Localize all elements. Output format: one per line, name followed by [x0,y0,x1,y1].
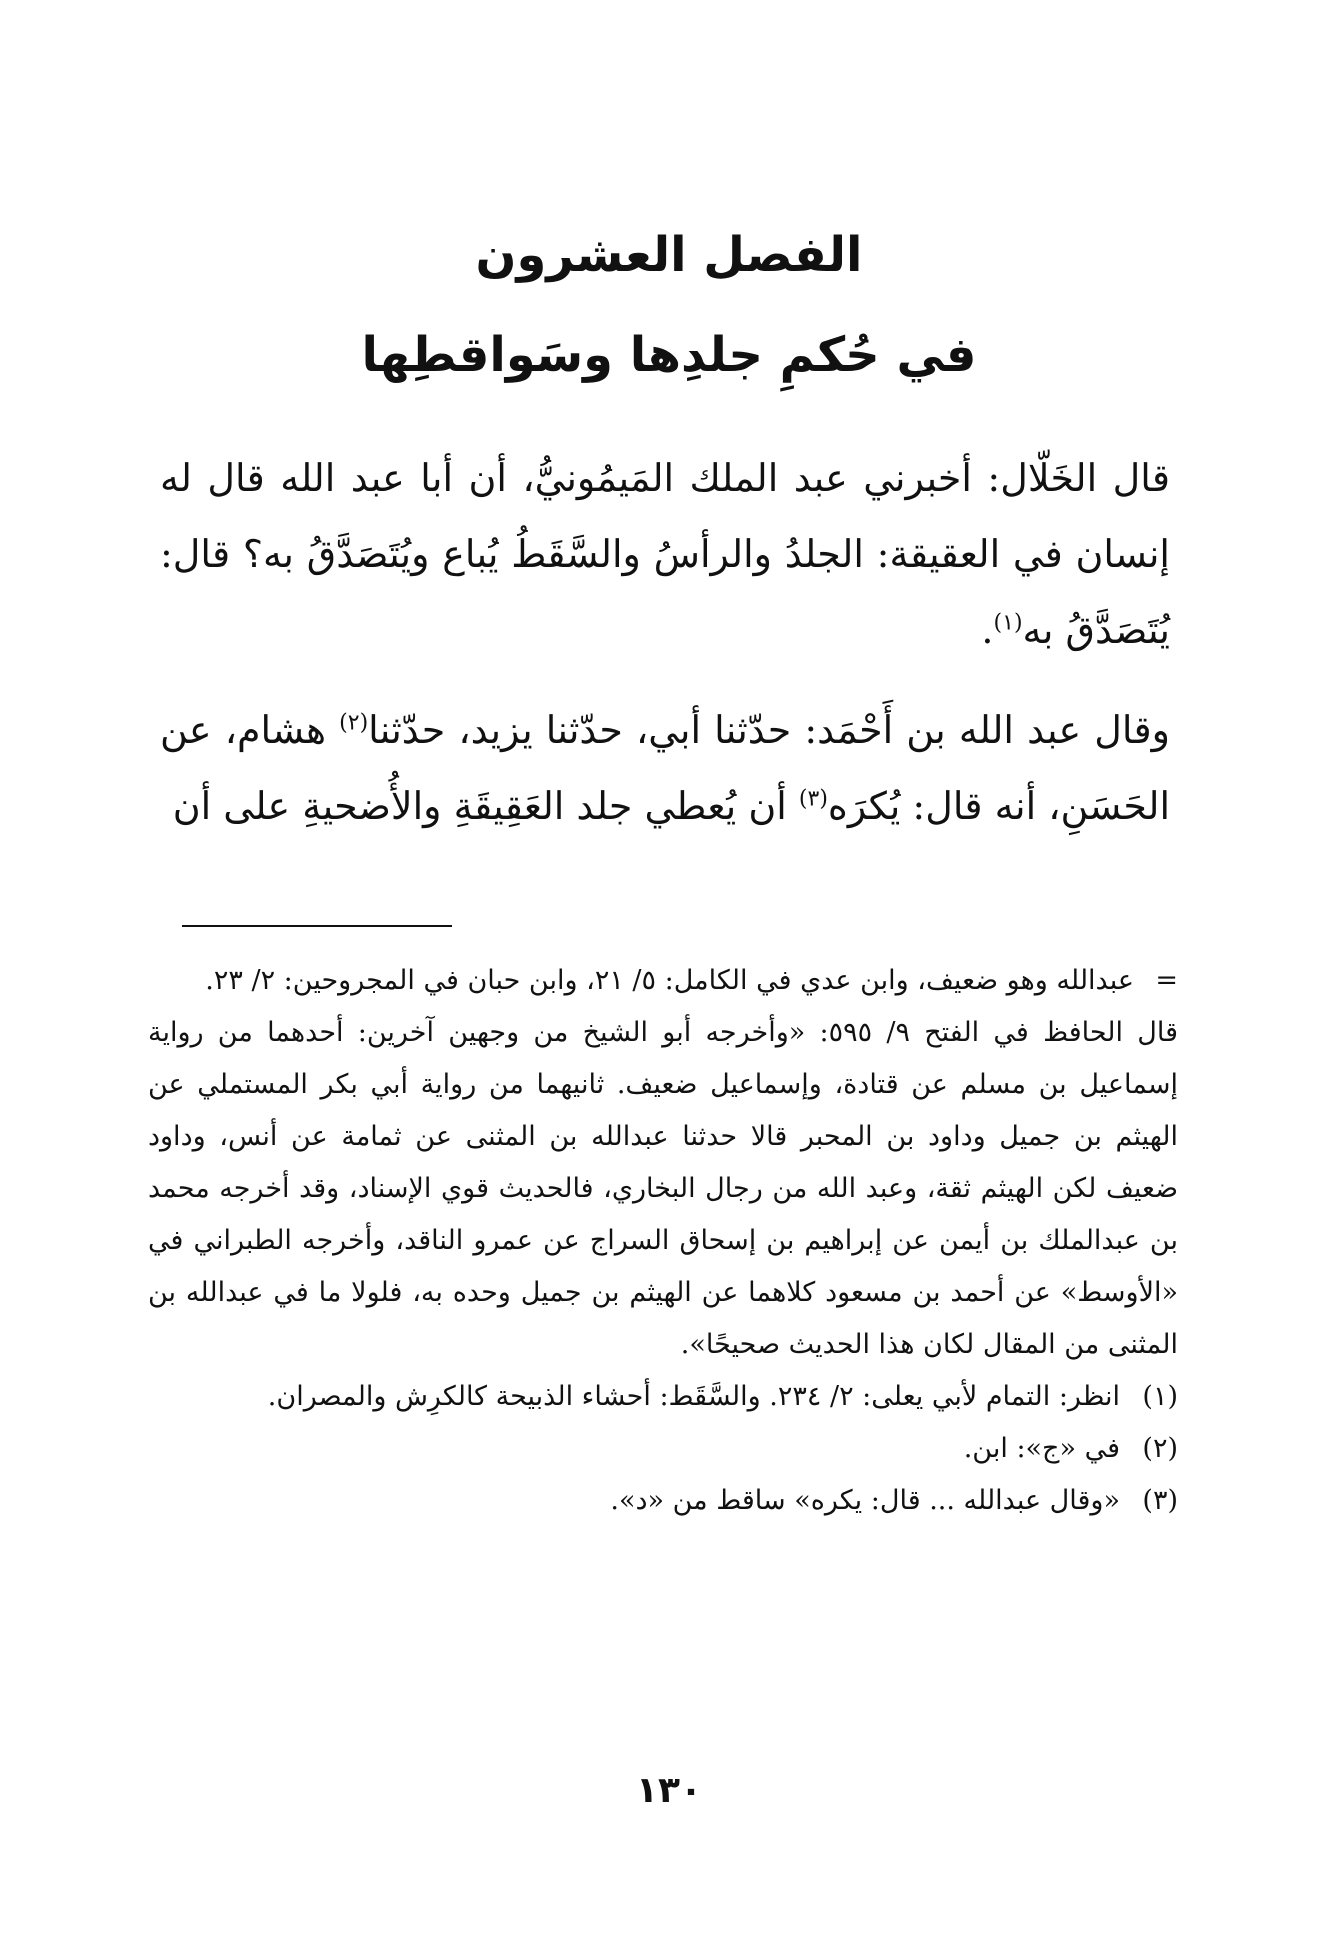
chapter-heading [0,205,1338,405]
footnote-number: (٣) [1142,1485,1178,1516]
footnote-text: انظر: التمام لأبي يعلى: ٢/ ٢٣٤. والسَّقَط: أحشاء الذبيحة كالكرِش والمصران. [267,1381,1120,1412]
footnote-ref-3[interactable]: (٣) [798,786,828,812]
footnote-number: (١) [1142,1381,1178,1412]
page-number: ١٣٠ [636,1770,702,1811]
paragraph-khallal-text: قال الخَلّال: أخبرني عبد الملك المَيمُونيُّ، أن أبا عبد الله قال له إنسان في العقيقة: الجلدُ والرأسُ والسَّقَطُ يُباع ويُتَصَدَّقُ به؟ قال: يُتَصَدَّقُ به [160,456,1170,652]
paragraph-khallal-end: . [981,608,994,652]
main-text [160,440,1170,868]
paragraph-abdullah-part2: هشام، عن الحَسَنِ، أنه قال: يُكرَه [160,708,1170,828]
footnote-continuation [148,955,1178,1007]
footnote-3 [148,1475,1178,1527]
footnote-2 [148,1423,1178,1475]
footnote-text: «وقال عبدالله ... قال: يكره» ساقط من «د». [610,1485,1120,1516]
footnotes-section [148,955,1178,1527]
continuation-text: عبدالله وهو ضعيف، وابن عدي في الكامل: ٥/ ٢١، وابن حبان في المجروحين: ٢/ ٢٣. [205,965,1134,996]
continuation-mark: = [1155,965,1178,996]
chapter-title: الفصل العشرون [475,227,863,283]
paragraph-abdullah-part3: أن يُعطي جلد العَقِيقَةِ والأُضحيةِ على أن [172,784,799,828]
fath-quote: قال الحافظ في الفتح ٩/ ٥٩٥: «وأخرجه أبو الشيخ من وجهين آخرين: أحدهما من رواية إسماعيل بن مسلم عن قتادة، وإسماعيل ضعيف. ثانيهما من رواية أبي بكر المستملي عن الهيثم بن جميل وداود بن المحبر قالا حدثنا عبدالله بن المثنى عن ثمامة عن أنس، وداود ضعيف لكن الهيثم ثقة، وعبد الله من رجال البخاري، فالحديث قوي الإسناد، وقد أخرجه محمد بن عبدالملك بن أيمن عن إبراهيم بن إسحاق السراج عن عمرو الناقد، وأخرجه الطبراني في «الأوسط» عن أحمد بن مسعود كلاهما عن الهيثم بن جميل وحده به، فلولا ما في عبدالله بن المثنى من المقال لكان هذا الحديث صحيحًا». [148,1017,1178,1360]
footnote-ref-2[interactable]: (٢) [339,710,369,736]
footnote-text: في «ج»: ابن. [963,1433,1120,1464]
footnote-number: (٢) [1142,1433,1178,1464]
paragraph-khallal [160,440,1170,668]
chapter-subtitle: في حُكمِ جلدِها وسَواقطِها [361,327,977,383]
footnote-ref-1[interactable]: (١) [993,610,1023,636]
paragraph-abdullah-part1: وقال عبد الله بن أَحْمَد: حدّثنا أبي، حدّثنا يزيد، حدّثنا [368,708,1170,752]
footnote-separator [182,925,452,927]
footnote-1 [148,1371,1178,1423]
paragraph-abdullah [160,692,1170,844]
